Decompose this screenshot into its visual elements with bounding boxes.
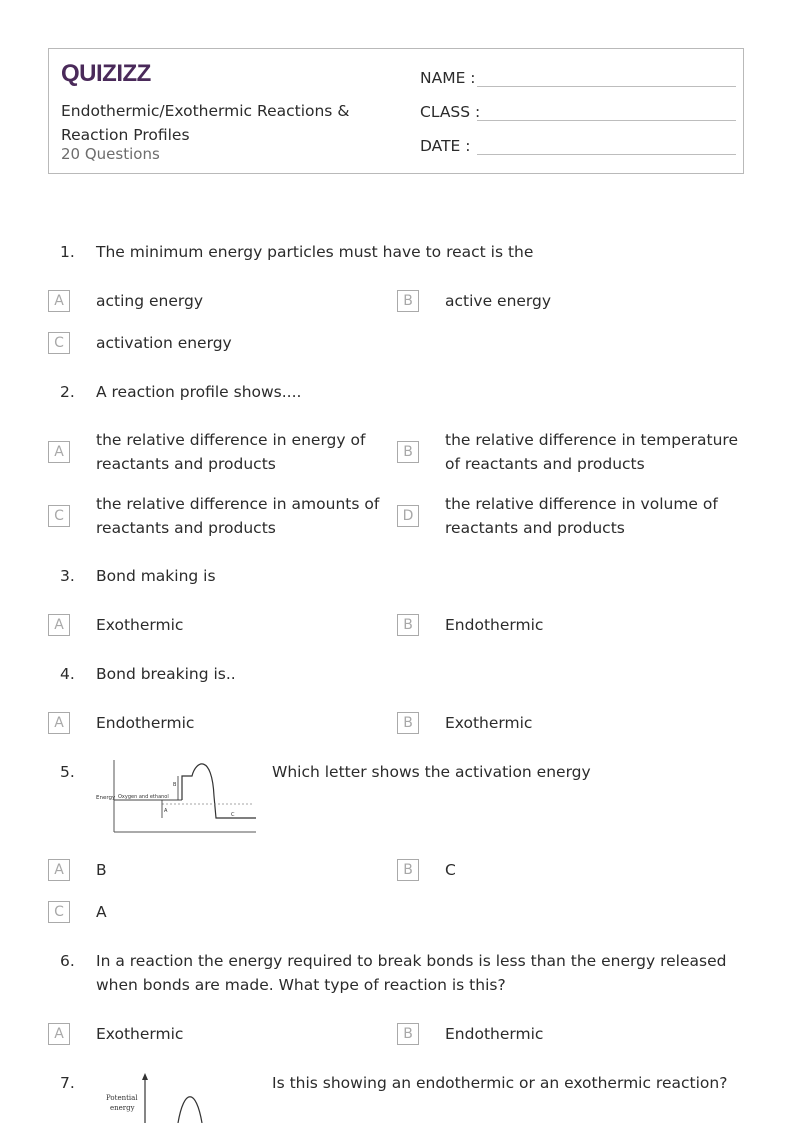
question-number: 3.	[60, 567, 75, 585]
option-text: A	[96, 903, 107, 921]
class-line	[477, 120, 736, 121]
option-letter-box[interactable]: B	[397, 859, 419, 881]
energy-profile-image	[94, 756, 256, 836]
option-text: B	[96, 861, 107, 879]
option-letter-box[interactable]: A	[48, 1023, 70, 1045]
svg-text:energy: energy	[110, 1104, 135, 1112]
question-count: 20 Questions	[61, 145, 160, 163]
option-text: the relative difference in energy of reactants and products	[96, 431, 366, 473]
svg-text:Potential: Potential	[106, 1094, 138, 1102]
option-letter-box[interactable]: A	[48, 290, 70, 312]
option-text: Exothermic	[96, 616, 184, 634]
question-text: Is this showing an endothermic or an exothermic reaction?	[272, 1074, 728, 1092]
name-field[interactable]	[420, 66, 736, 90]
question-text: The minimum energy particles must have to react is the	[96, 243, 534, 261]
option-text: Exothermic	[445, 714, 533, 732]
svg-text:A: A	[164, 808, 168, 814]
option-text: Endothermic	[445, 616, 544, 634]
option-text: Exothermic	[96, 1025, 184, 1043]
question-number: 2.	[60, 383, 75, 401]
option-letter-box[interactable]: C	[48, 901, 70, 923]
option-letter-box[interactable]: D	[397, 505, 419, 527]
question-text: In a reaction the energy required to break bonds is less than the energy released when bonds are made. What type of reaction is this?	[96, 952, 727, 994]
svg-text:Energy: Energy	[96, 795, 116, 801]
svg-text:C: C	[231, 812, 235, 818]
date-field[interactable]	[420, 134, 736, 158]
option-letter-box[interactable]: A	[48, 859, 70, 881]
question-text: Bond making is	[96, 567, 216, 585]
option-letter-box[interactable]: B	[397, 1023, 419, 1045]
svg-text:Oxygen and ethanol: Oxygen and ethanol	[118, 794, 169, 800]
question-text: Which letter shows the activation energy	[272, 763, 591, 781]
option-text: acting energy	[96, 292, 204, 310]
class-field[interactable]	[420, 100, 736, 124]
name-line	[477, 86, 736, 87]
date-label: DATE :	[420, 137, 471, 155]
worksheet-header	[48, 48, 744, 174]
option-text: active energy	[445, 292, 552, 310]
name-label: NAME :	[420, 69, 476, 87]
svg-text:B: B	[173, 782, 177, 788]
date-line	[477, 154, 736, 155]
question-number: 4.	[60, 665, 75, 683]
option-letter-box[interactable]: B	[397, 614, 419, 636]
class-label: CLASS :	[420, 103, 481, 121]
question-text: A reaction profile shows....	[96, 383, 302, 401]
option-letter-box[interactable]: B	[397, 441, 419, 463]
option-text: Endothermic	[445, 1025, 544, 1043]
question-text: Bond breaking is..	[96, 665, 236, 683]
svg-text:QUIZIZZ: QUIZIZZ	[61, 60, 151, 87]
option-letter-box[interactable]: B	[397, 290, 419, 312]
option-text: the relative difference in temperature of reactants and products	[445, 431, 738, 473]
option-text: C	[445, 861, 456, 879]
potential-energy-image	[100, 1070, 250, 1123]
option-text: the relative difference in amounts of reactants and products	[96, 495, 380, 537]
question-number: 5.	[60, 763, 75, 781]
question-number: 1.	[60, 243, 75, 261]
option-letter-box[interactable]: A	[48, 441, 70, 463]
question-number: 6.	[60, 952, 75, 970]
question-number: 7.	[60, 1074, 75, 1092]
option-letter-box[interactable]: C	[48, 332, 70, 354]
option-text: Endothermic	[96, 714, 195, 732]
worksheet-title: Endothermic/Exothermic Reactions & Reaction Profiles	[61, 102, 350, 144]
option-letter-box[interactable]: A	[48, 614, 70, 636]
option-text: activation energy	[96, 334, 232, 352]
option-text: the relative difference in volume of reactants and products	[445, 495, 718, 537]
option-letter-box[interactable]: B	[397, 712, 419, 734]
option-letter-box[interactable]: A	[48, 712, 70, 734]
option-letter-box[interactable]: C	[48, 505, 70, 527]
quizizz-logo	[61, 59, 153, 87]
